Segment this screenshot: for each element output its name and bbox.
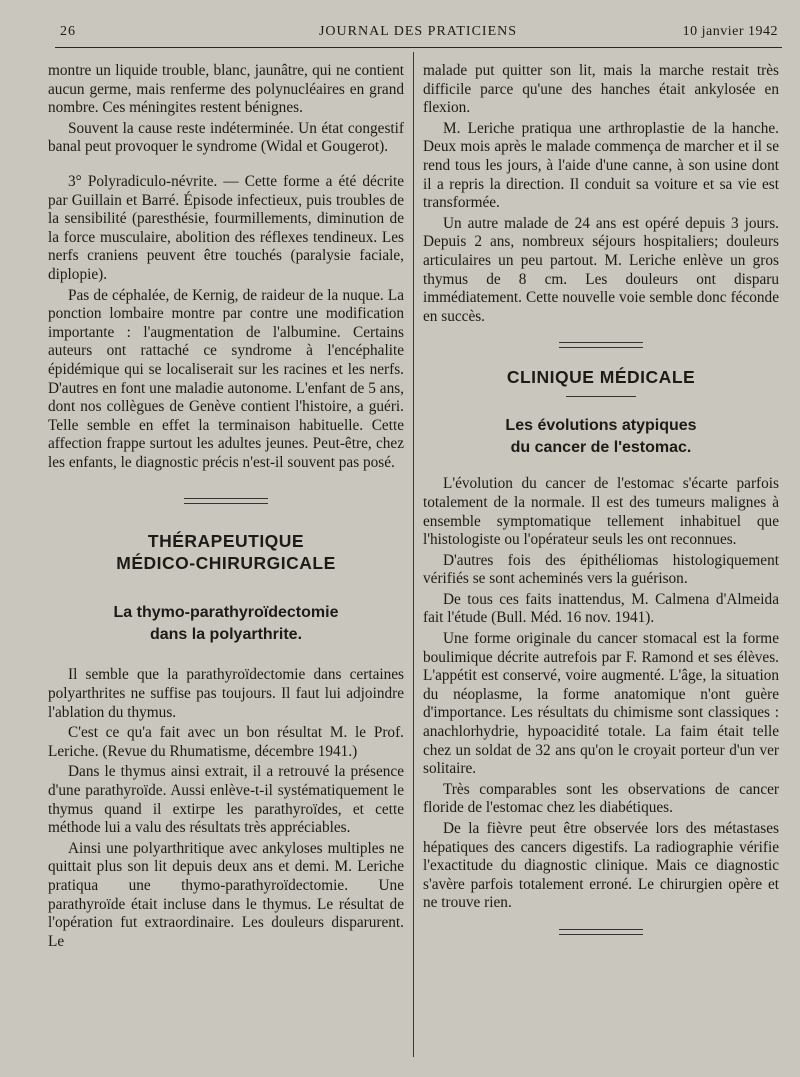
right-column: [423, 62, 779, 949]
section-title-line: THÉRAPEUTIQUE: [147, 531, 305, 552]
section-divider: [559, 342, 643, 348]
running-header: [58, 24, 778, 46]
paragraph: De la fièvre peut être observée lors des métastases hépatiques des cancers digestifs. La radiographie vérifie l'exactitude du diagnostic clinique. Mais ce diagnostic s'avère parfois totalement erroné. Le chirurgien opère et ne trouve rien.: [423, 820, 779, 912]
paragraph: De tous ces faits inattendus, M. Calmena d'Almeida fait l'étude (Bull. Méd. 16 nov. 1941).: [423, 590, 779, 627]
article-title-line: La thymo-parathyroïdectomie: [113, 604, 339, 622]
section-title: CLINIQUE MÉDICALE: [506, 367, 696, 388]
page-number: 26: [60, 24, 76, 39]
paragraph: D'autres fois des épithéliomas histologiquement vérifiés se sont acheminés vers la guérison.: [423, 551, 779, 588]
paragraph: Une forme originale du cancer stomacal est la forme boulimique décrite autrefois par F. Ramond et ses élèves. L'appétit est conservé, voire augmenté. L'âge, la situation du néoplasme, la forme anatomique n'ont guère d'importance. Les résultats du chimisme sont classiques : anachlorhydrie, hypoacidité totale. La faim était telle chez un soldat de 32 ans qu'on le croyait porteur d'un ver solitaire.: [423, 630, 779, 778]
paragraph: 3° Polyradiculo-névrite. — Cette forme a été décrite par Guillain et Barré. Épisode infectieux, puis troubles de la sensibilité (paresthésie, fourmillements, diminution de la force musculaire, abolition des réflexes tendineux. Les nerfs craniens peuvent être touchés (paralysie faciale, diplopie).: [48, 172, 404, 283]
paragraph: montre un liquide trouble, blanc, jaunâtre, qui ne contient aucun germe, mais renferme des polynucléaires en grand nombre. Ces méningites restent bénignes.: [48, 62, 404, 117]
paragraph: Un autre malade de 24 ans est opéré depuis 3 jours. Depuis 2 ans, nombreux séjours hospitaliers; douleurs articulaires un peu partout. M. Leriche enlève un gros thymus de 8 cm. Les douleurs ont disparu immédiatement. Cette nouvelle voie semble donc féconde en succès.: [423, 214, 779, 325]
paragraph: Pas de céphalée, de Kernig, de raideur de la nuque. La ponction lombaire montre par contre une modification importante : l'augmentation de l'albumine. Certains auteurs ont rattaché ce syndrome à l'encéphalite épidémique qui se localiserait sur les racines et les nerfs. D'autres en font une maladie autonome. L'enfant de 5 ans, dont nos collègues de Genève contient l'histoire, a guéri. Telle semble en effet la terminaison habituelle. Cette affection frappe surtout les adultes jeunes. Peut-être, chez les enfants, le diagnostic précis n'est-il souvent pas posé.: [48, 286, 404, 471]
paragraph: Ainsi une polyarthritique avec ankyloses multiples ne quittait plus son lit depuis deux ans et demi. M. Leriche pratiqua une thymo-parathyroïdectomie. Une parathyroïde était incluse dans le thymus. Le résultat de l'opération fut extraordinaire. Les douleurs disparurent. Le: [48, 839, 404, 950]
paragraph: L'évolution du cancer de l'estomac s'écarte parfois totalement de la normale. Il est des tumeurs malignes à ensemble symptomatique tellement inhabituel que l'histologiste ou l'opérateur seuls les ont reconnues.: [423, 475, 779, 549]
column-divider: [413, 52, 414, 1057]
paragraph: Très comparables sont les observations de cancer floride de l'estomac chez les diabétiques.: [423, 780, 779, 817]
issue-date: 10 janvier 1942: [682, 24, 778, 39]
section-title-line: MÉDICO-CHIRURGICALE: [116, 553, 336, 574]
paragraph: C'est ce qu'a fait avec un bon résultat M. le Prof. Leriche. (Revue du Rhumatisme, décembre 1941.): [48, 724, 404, 760]
paragraph: Il semble que la parathyroïdectomie dans certaines polyarthrites ne suffise pas toujours. Il faut lui adjoindre l'ablation du thymus.: [48, 666, 404, 721]
title-underline: [566, 396, 636, 397]
left-column: [48, 62, 404, 953]
paragraph: M. Leriche pratiqua une arthroplastie de la hanche. Deux mois après le malade commença de marcher et il se rend tous les jours, à l'aide d'une canne, à son usine dont il a repris la direction. Il conduit sa voiture et sa vie est transformée.: [423, 119, 779, 212]
paragraph: Dans le thymus ainsi extrait, il a retrouvé la présence d'une parathyroïde. Aussi enlève-t-il systématiquement le thymus quand il extirpe les parathyroïdes, et cette méthode lui a valu des résultats très appréciables.: [48, 763, 404, 837]
paragraph: Souvent la cause reste indéterminée. Un état congestif banal peut provoquer le syndrome (Widal et Gougerot).: [48, 119, 404, 156]
journal-title: JOURNAL DES PRATICIENS: [318, 24, 518, 39]
header-rule: [55, 47, 782, 48]
article-title-line: Les évolutions atypiques: [505, 417, 697, 435]
article-title-line: dans la polyarthrite.: [149, 626, 303, 644]
article-title-line: du cancer de l'estomac.: [510, 439, 692, 457]
section-divider: [559, 929, 643, 935]
paragraph: malade put quitter son lit, mais la marche restait très difficile parce qu'une des hanches était ankylosée en flexion.: [423, 62, 779, 117]
section-divider: [184, 498, 268, 504]
